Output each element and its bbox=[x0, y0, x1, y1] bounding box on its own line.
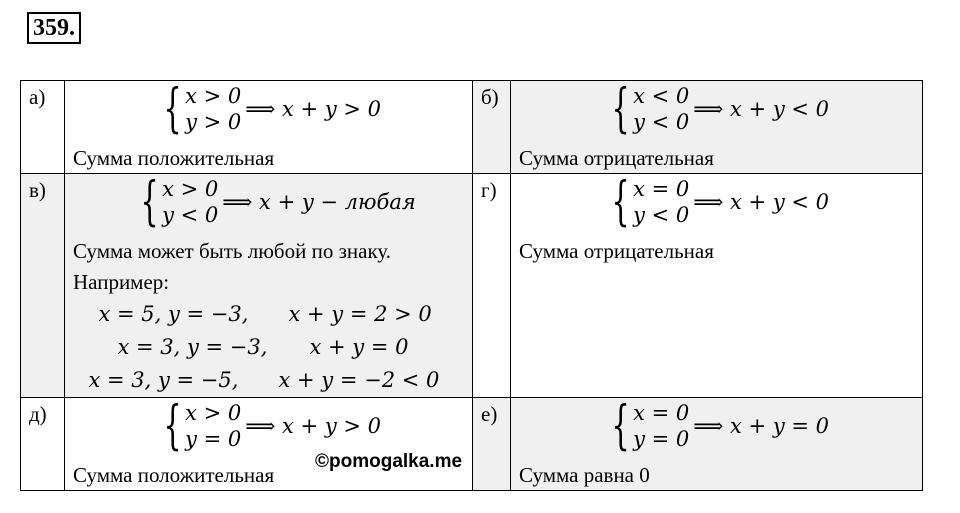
brace-icon: { bbox=[611, 396, 630, 456]
condition-x: x = 0 bbox=[633, 401, 690, 425]
implication: ⟹ x + y = 0 bbox=[693, 414, 829, 438]
cell-e bbox=[511, 398, 923, 491]
example-row bbox=[65, 331, 472, 364]
system-a bbox=[65, 79, 472, 139]
problem-number: 359. bbox=[27, 12, 81, 44]
implication: ⟹ x + y − любая bbox=[222, 190, 416, 214]
example-values: x = 5, y = −3, bbox=[98, 302, 249, 326]
condition-y: y < 0 bbox=[162, 203, 219, 227]
conclusion-d: Сумма положительная bbox=[73, 463, 275, 487]
cell-letter-a: а) bbox=[21, 81, 65, 174]
solution-table bbox=[20, 80, 923, 491]
example-values: x = 3, y = −3, bbox=[117, 335, 268, 359]
conclusion-g: Сумма отрицательная bbox=[519, 239, 714, 263]
system-e bbox=[511, 396, 922, 456]
cell-d bbox=[65, 398, 473, 491]
cell-v bbox=[65, 174, 473, 398]
implication: ⟹ x + y > 0 bbox=[245, 414, 381, 438]
example-label: Например: bbox=[73, 270, 170, 294]
cell-letter-b: б) bbox=[473, 81, 511, 174]
example-sum: x + y = −2 < 0 bbox=[278, 368, 440, 392]
condition-y: y < 0 bbox=[633, 110, 690, 134]
condition-x: x > 0 bbox=[185, 401, 242, 425]
conclusion-a: Сумма положительная bbox=[73, 146, 275, 170]
system-d bbox=[65, 396, 472, 456]
system-b bbox=[511, 79, 922, 139]
condition-y: y > 0 bbox=[185, 110, 242, 134]
cell-letter-e: е) bbox=[473, 398, 511, 491]
example-values: x = 3, y = −5, bbox=[88, 368, 239, 392]
brace-icon: { bbox=[163, 396, 182, 456]
cell-b bbox=[511, 81, 923, 174]
example-row bbox=[65, 298, 472, 331]
brace-icon: { bbox=[611, 79, 630, 139]
implication: ⟹ x + y < 0 bbox=[693, 190, 829, 214]
example-row bbox=[65, 364, 472, 397]
cell-letter-g: г) bbox=[473, 174, 511, 398]
condition-y: y = 0 bbox=[185, 427, 242, 451]
watermark: ©pomogalka.me bbox=[315, 451, 463, 472]
cell-letter-d: д) bbox=[21, 398, 65, 491]
system-g bbox=[511, 172, 922, 232]
condition-x: x < 0 bbox=[633, 84, 690, 108]
cell-letter-v: в) bbox=[21, 174, 65, 398]
conclusion-e: Сумма равна 0 bbox=[519, 463, 650, 487]
condition-y: y < 0 bbox=[633, 203, 690, 227]
conclusion-b: Сумма отрицательная bbox=[519, 146, 714, 170]
example-sum: x + y = 0 bbox=[309, 335, 409, 359]
cell-a bbox=[65, 81, 473, 174]
brace-icon: { bbox=[611, 172, 630, 232]
brace-icon: { bbox=[140, 172, 159, 232]
system-v bbox=[65, 172, 472, 232]
example-sum: x + y = 2 > 0 bbox=[288, 302, 432, 326]
implication: ⟹ x + y < 0 bbox=[693, 97, 829, 121]
condition-x: x = 0 bbox=[633, 177, 690, 201]
cell-g bbox=[511, 174, 923, 398]
condition-x: x > 0 bbox=[185, 84, 242, 108]
conclusion-v: Сумма может быть любой по знаку. bbox=[73, 239, 391, 263]
condition-y: y = 0 bbox=[633, 427, 690, 451]
brace-icon: { bbox=[163, 79, 182, 139]
condition-x: x > 0 bbox=[162, 177, 219, 201]
implication: ⟹ x + y > 0 bbox=[245, 97, 381, 121]
